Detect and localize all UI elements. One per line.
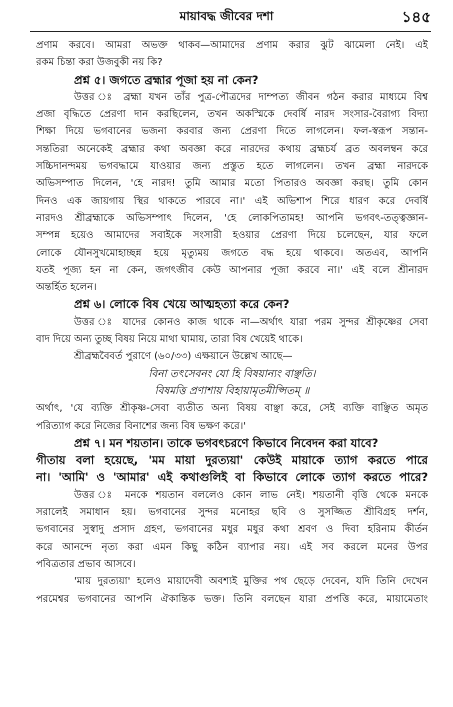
text-line: লোকে যৌনসুখমোহাচ্ছন্ন হয়ে মৃত্যুময় জগতে বদ্ধ হয়ে থাকবে। অতএব, আপনি [36, 247, 428, 259]
text-line: পরমেশ্বর ভগবানের আপনি ঐকান্তিক ভক্ত। তিনি বলছেন যারা প্রপত্তি করে, মায়ামেতাং [36, 593, 428, 605]
text-line: অভিসম্পাত দিলেন, 'হে নারদ! তুমি আমার মতো পিতারও অবজ্ঞা করছ। তুমি কোন [36, 178, 428, 190]
verse-line: বিনা তৎসেবনং যো হি বিষয়ান্যং বাঞ্ছতি। [148, 367, 316, 380]
text-line: অন্তর্হিত হলেন। [36, 282, 97, 294]
text-line: সন্ততিরা অনেকেই ব্রহ্মার কথা অবজ্ঞা করে নারদের কথায় ব্রহ্মচর্য ব্রত অবলম্বন করে [36, 143, 428, 155]
question-heading: গীতায় বলা হয়েছে, 'মম মায়া দুরত্যয়া' কেউই মায়াকে ত্যাগ করতে পারে [36, 453, 428, 468]
text-line: শিক্ষা দিয়ে ভগবানের ভজনা করবার জন্য প্রেরণা দিতে লাগলেন। ফল-স্বরূপ সন্তান- [36, 126, 428, 138]
question-heading: প্রশ্ন ৭। মন শয়তান। তাকে ভগবৎচরণে কিভাবে নিবেদন করা যাবে? [74, 435, 379, 450]
text-line: সচ্চিদানন্দময় ভগবদ্ধামে যাওয়ার জন্য প্রস্তুত হতে লাগলেন। তখন ব্রহ্মা নারদকে [36, 161, 428, 173]
text-line: পবিত্রতার প্রভাব আসবে। [36, 558, 136, 570]
text-line: যতই পূজ্য হন না কেন, জগৎজীব কেউ আপনার পূজা করবে না।' এই বলে শ্রীনারদ [36, 264, 428, 276]
text-line: দিনও এক জায়গায় স্থির থাকতে পারবে না।' এই অভিশাপ শিরে ধারণ করে দেবর্ষি [36, 195, 428, 207]
text-line: রকম চিন্তা করা উজবুকী নয় কি? [36, 57, 163, 69]
text-line: সম্পন্ন হয়েও আমাদের সবাইকে সংসারী হওয়ার প্রেরণা দিয়ে চলেছেন, যার ফলে [36, 230, 428, 242]
verse-line: বিষমত্তি প্রণাশায় বিহায়ামৃতমীপ্সিতম্ ॥ [154, 384, 310, 397]
text-line: সরালেই সমাধান হয়। ভগবানের সুন্দর মনোহর ছবি ও সুসজ্জিত শ্রীবিগ্রহ দর্শন, [36, 507, 428, 519]
page-number: ১৪৫ [401, 8, 431, 26]
text-line: বাদ দিয়ে অন্য তুচ্ছ বিষয় নিয়ে মাথা ঘামায়, তারা বিষ খেয়েই থাকে। [36, 334, 303, 346]
text-line: প্রণাম করবে। আমরা অভক্ত থাকব—আমাদের প্রণাম করার ঝুট ঝামেলা নেই। এই [36, 40, 428, 51]
text-line: পরিত্যাগ করে নিজের বিনাশের জন্য বিষ ভক্ষণ করে।' [36, 420, 246, 432]
running-title: মায়াবদ্ধ জীবের দশা [179, 9, 274, 23]
page-body [36, 37, 428, 608]
text-line: করে আনন্দে নৃত্য করা এমন কিছু কঠিন ব্যাপার নয়। এই সব করলে মনের উপর [36, 541, 428, 553]
header-rule [30, 31, 431, 32]
text-line: ভগবানের সুস্বাদু প্রসাদ গ্রহণ, ভগবানের মধুর মধুর কথা শ্রবণ ও দিবা হরিনাম কীর্তন [36, 524, 428, 536]
text-line: অর্থাৎ, 'যে ব্যক্তি শ্রীকৃষ্ণ-সেবা ব্যতীত অন্য বিষয় বাঞ্ছা করে, সেই ব্যক্তি বাঞ্ছিত অমৃত [36, 403, 428, 415]
answer-line: উত্তর ঃ মনকে শয়তান বললেও কোন লাভ নেই। শয়তানী বৃত্তি থেকে মনকে [74, 489, 428, 501]
text-line: নারদও শ্রীব্রহ্মাকে অভিসম্পাৎ দিলেন, 'হে লোকপিতামহ! আপনি ভগবৎ-তত্ত্বজ্ঞান- [36, 212, 428, 224]
page-header [0, 4, 453, 28]
question-heading: প্রশ্ন ৬। লোকে বিষ খেয়ে আত্মহত্যা করে কেন? [74, 297, 290, 312]
question-heading: প্রশ্ন ৫। জগতে ব্রহ্মার পূজা হয় না কেন? [74, 72, 259, 87]
answer-line: উত্তর ঃ যাদের কোনও কাজ থাকে না—অর্থাৎ যারা পরম সুন্দর শ্রীকৃষ্ণের সেবা [74, 316, 428, 328]
question-heading: না। 'আমি' ও 'আমার' এই কথাগুলিই বা কিভাবে লোকে ত্যাগ করতে পারে? [36, 470, 428, 485]
text-line: 'মায় দুরত্যয়া' হলেও মায়াদেবী অবশ্যই মুক্তির পথ ছেড়ে দেবেন, যদি তিনি দেখেন [74, 576, 428, 588]
text-line: প্রজা বৃদ্ধিতে প্রেরণা দান করছিলেন, তখন অকস্মিকে দেবর্ষি নারদ সংসার-বৈরাগ্য বিদ্যা [36, 109, 428, 121]
text-line: শ্রীব্রহ্মবৈবর্ত পুরাণে (৬০/৩৩) এক্ষয়ানে উল্লেখ আছে— [74, 351, 293, 363]
answer-line: উত্তর ঃ ব্রহ্মা যখন তাঁর পুত্র-পৌত্রদের দাম্পত্য জীবন গঠন করার মাধ্যমে বিশ্ব [74, 91, 428, 103]
